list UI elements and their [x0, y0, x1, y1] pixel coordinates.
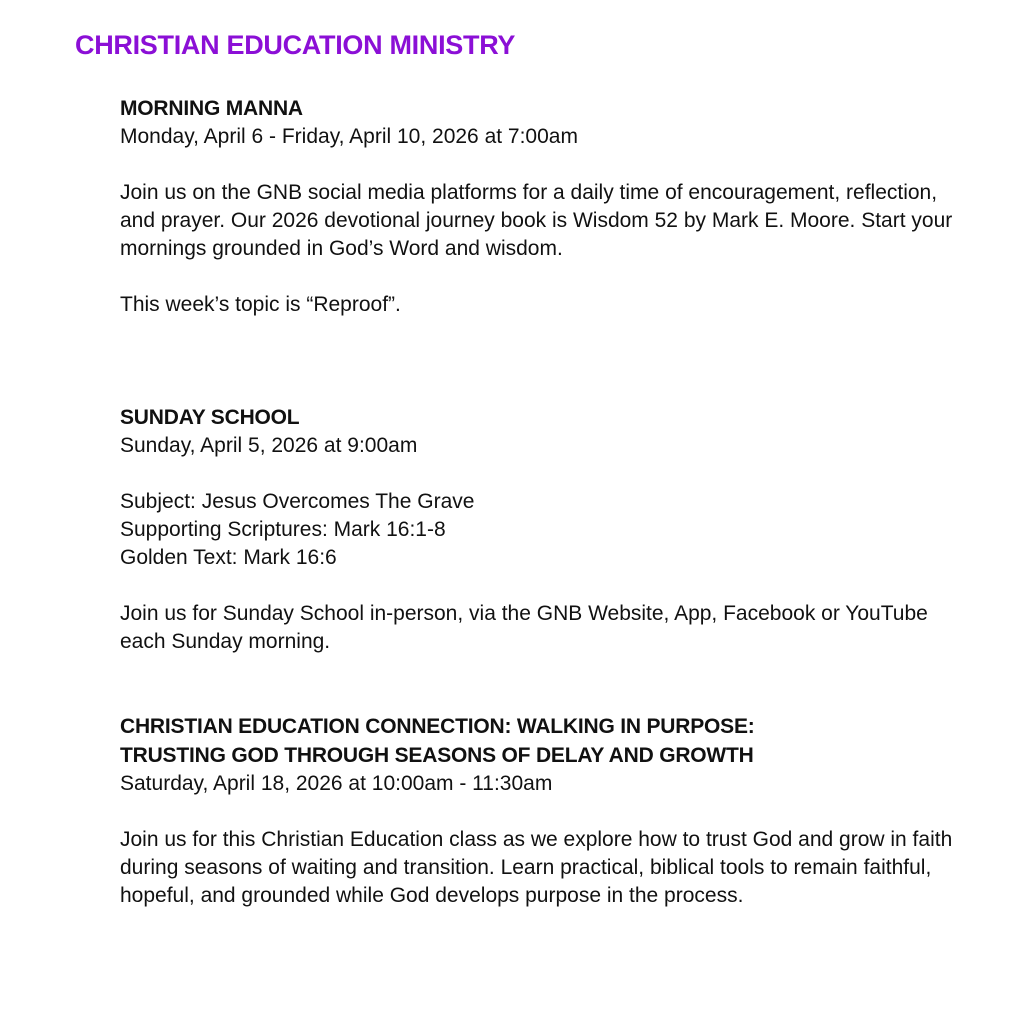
section-title-line-2: TRUSTING GOD THROUGH SEASONS OF DELAY AND GROWTH — [120, 744, 754, 767]
event-description: Join us for Sunday School in-person, via the GNB Website, App, Facebook or YouTube each Sunday morning. — [120, 602, 928, 653]
morning-manna-section — [120, 94, 970, 319]
lesson-details — [120, 488, 970, 572]
golden-text: Golden Text: Mark 16:6 — [120, 546, 337, 569]
event-date: Sunday, April 5, 2026 at 9:00am — [120, 434, 418, 457]
section-title: MORNING MANNA — [120, 97, 303, 120]
event-date: Monday, April 6 - Friday, April 10, 2026 at 7:00am — [120, 125, 578, 148]
lesson-subject: Subject: Jesus Overcomes The Grave — [120, 490, 475, 513]
event-description: Join us for this Christian Education class as we explore how to trust God and grow in faith during seasons of waiting and transition. Learn practical, biblical tools to remain faithful, hopeful, and grounded while God develops purpose in the process. — [120, 828, 953, 907]
weekly-topic: This week’s topic is “Reproof”. — [120, 293, 401, 316]
supporting-scriptures: Supporting Scriptures: Mark 16:1-8 — [120, 518, 446, 541]
ce-connection-section — [120, 712, 970, 910]
section-title-line-1: CHRISTIAN EDUCATION CONNECTION: WALKING IN PURPOSE: — [120, 715, 755, 738]
event-date: Saturday, April 18, 2026 at 10:00am - 11:30am — [120, 772, 553, 795]
sunday-school-section — [120, 403, 970, 656]
section-title: SUNDAY SCHOOL — [120, 406, 300, 429]
event-description: Join us on the GNB social media platforms for a daily time of encouragement, reflection, and prayer. Our 2026 devotional journey book is Wisdom 52 by Mark E. Moore. Start your mornings grounded in God’s Word and wisdom. — [120, 181, 953, 260]
page-title: CHRISTIAN EDUCATION MINISTRY — [75, 30, 516, 60]
